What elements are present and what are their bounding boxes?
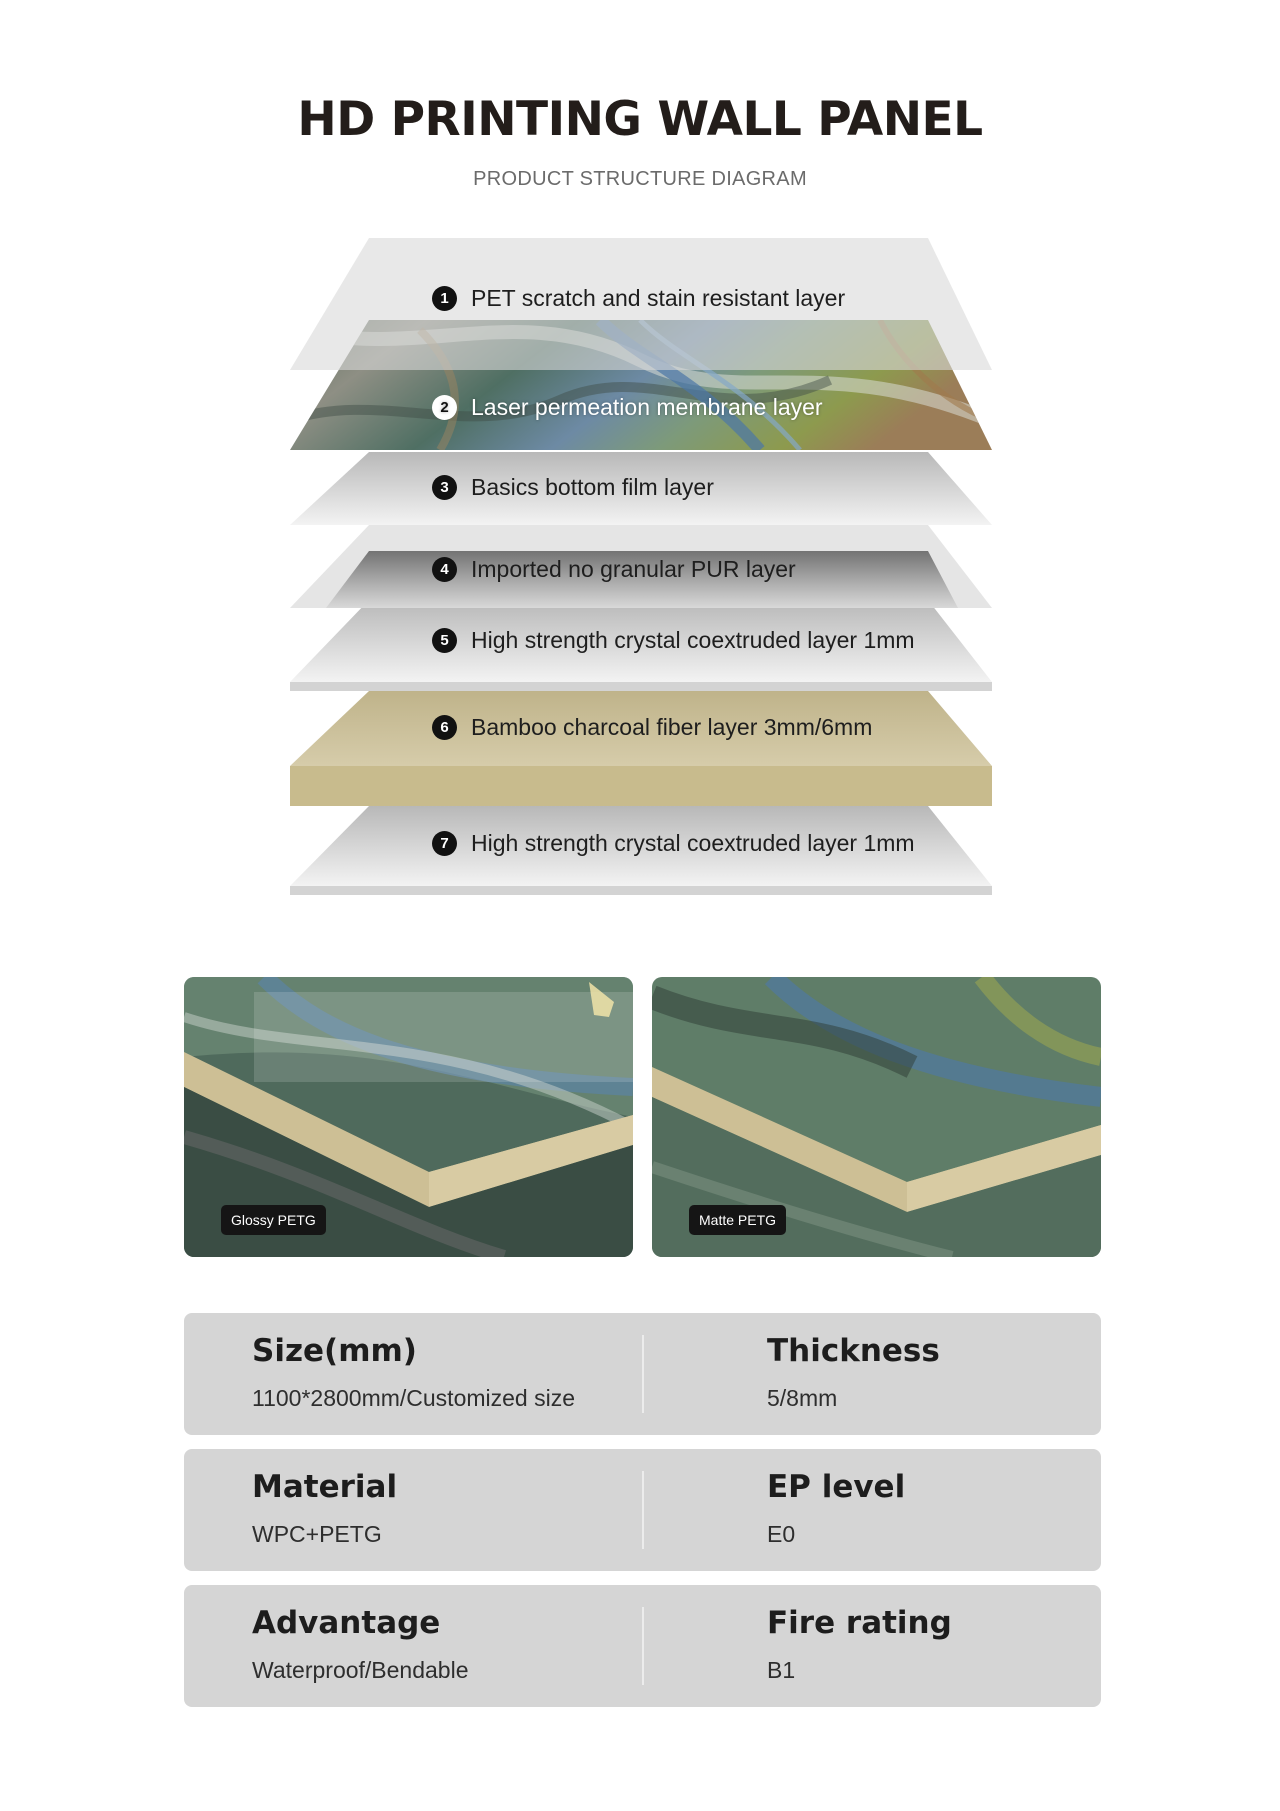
- layer-structure-diagram: [0, 0, 1280, 900]
- spec-label: EP level: [767, 1469, 906, 1505]
- spec-row-material: [184, 1449, 1101, 1571]
- layer-7-edge: [290, 886, 992, 895]
- spec-row-size: [184, 1313, 1101, 1435]
- spec-value: 1100*2800mm/Customized size: [252, 1385, 576, 1411]
- finish-badge: Matte PETG: [689, 1205, 786, 1235]
- layer-label-text: High strength crystal coextruded layer 1mm: [471, 626, 915, 653]
- spec-label: Fire rating: [767, 1605, 952, 1641]
- layer-label-2: [432, 391, 823, 423]
- layer-number-badge: 4: [432, 557, 457, 582]
- layer-number-badge: 7: [432, 831, 457, 856]
- layer-label-4: [432, 553, 796, 585]
- layer-label-text: Basics bottom film layer: [471, 473, 714, 500]
- layer-label-text: High strength crystal coextruded layer 1mm: [471, 829, 915, 856]
- spec-divider: [642, 1607, 644, 1685]
- page-title: HD PRINTING WALL PANEL: [297, 92, 983, 147]
- layer-number-badge: 6: [432, 715, 457, 740]
- layer-label-text: Imported no granular PUR layer: [471, 555, 796, 582]
- layer-label-text: PET scratch and stain resistant layer: [471, 284, 846, 311]
- spec-value: WPC+PETG: [252, 1521, 382, 1547]
- layer-label-3: [432, 471, 714, 503]
- layer-label-6: [432, 711, 872, 743]
- spec-label: Thickness: [767, 1333, 940, 1369]
- spec-value: 5/8mm: [767, 1385, 838, 1411]
- spec-value: Waterproof/Bendable: [252, 1657, 469, 1683]
- layer-label-1: [432, 282, 845, 314]
- spec-value: B1: [767, 1657, 796, 1683]
- spec-label: Material: [252, 1469, 398, 1505]
- layer-number-badge: 5: [432, 628, 457, 653]
- layer-number-badge: 1: [432, 286, 457, 311]
- spec-divider: [642, 1335, 644, 1413]
- layer-5-edge: [290, 682, 992, 691]
- layer-label-text: Bamboo charcoal fiber layer 3mm/6mm: [471, 713, 873, 740]
- glossy-petg-photo: [184, 977, 633, 1257]
- layer-label-text: Laser permeation membrane layer: [471, 393, 823, 420]
- page-subtitle: PRODUCT STRUCTURE DIAGRAM: [473, 168, 807, 190]
- layer-label-7: [432, 827, 915, 859]
- spec-row-advantage: [184, 1585, 1101, 1707]
- finish-badge: Glossy PETG: [221, 1205, 326, 1235]
- matte-petg-photo: [652, 977, 1101, 1257]
- layer-number-badge: 3: [432, 475, 457, 500]
- layer-label-5: [432, 624, 915, 656]
- layer-number-badge: 2: [432, 395, 457, 420]
- spec-label: Advantage: [252, 1605, 441, 1641]
- spec-label: Size(mm): [252, 1333, 417, 1369]
- layer-6-edge: [290, 766, 992, 806]
- spec-divider: [642, 1471, 644, 1549]
- spec-value: E0: [767, 1521, 796, 1547]
